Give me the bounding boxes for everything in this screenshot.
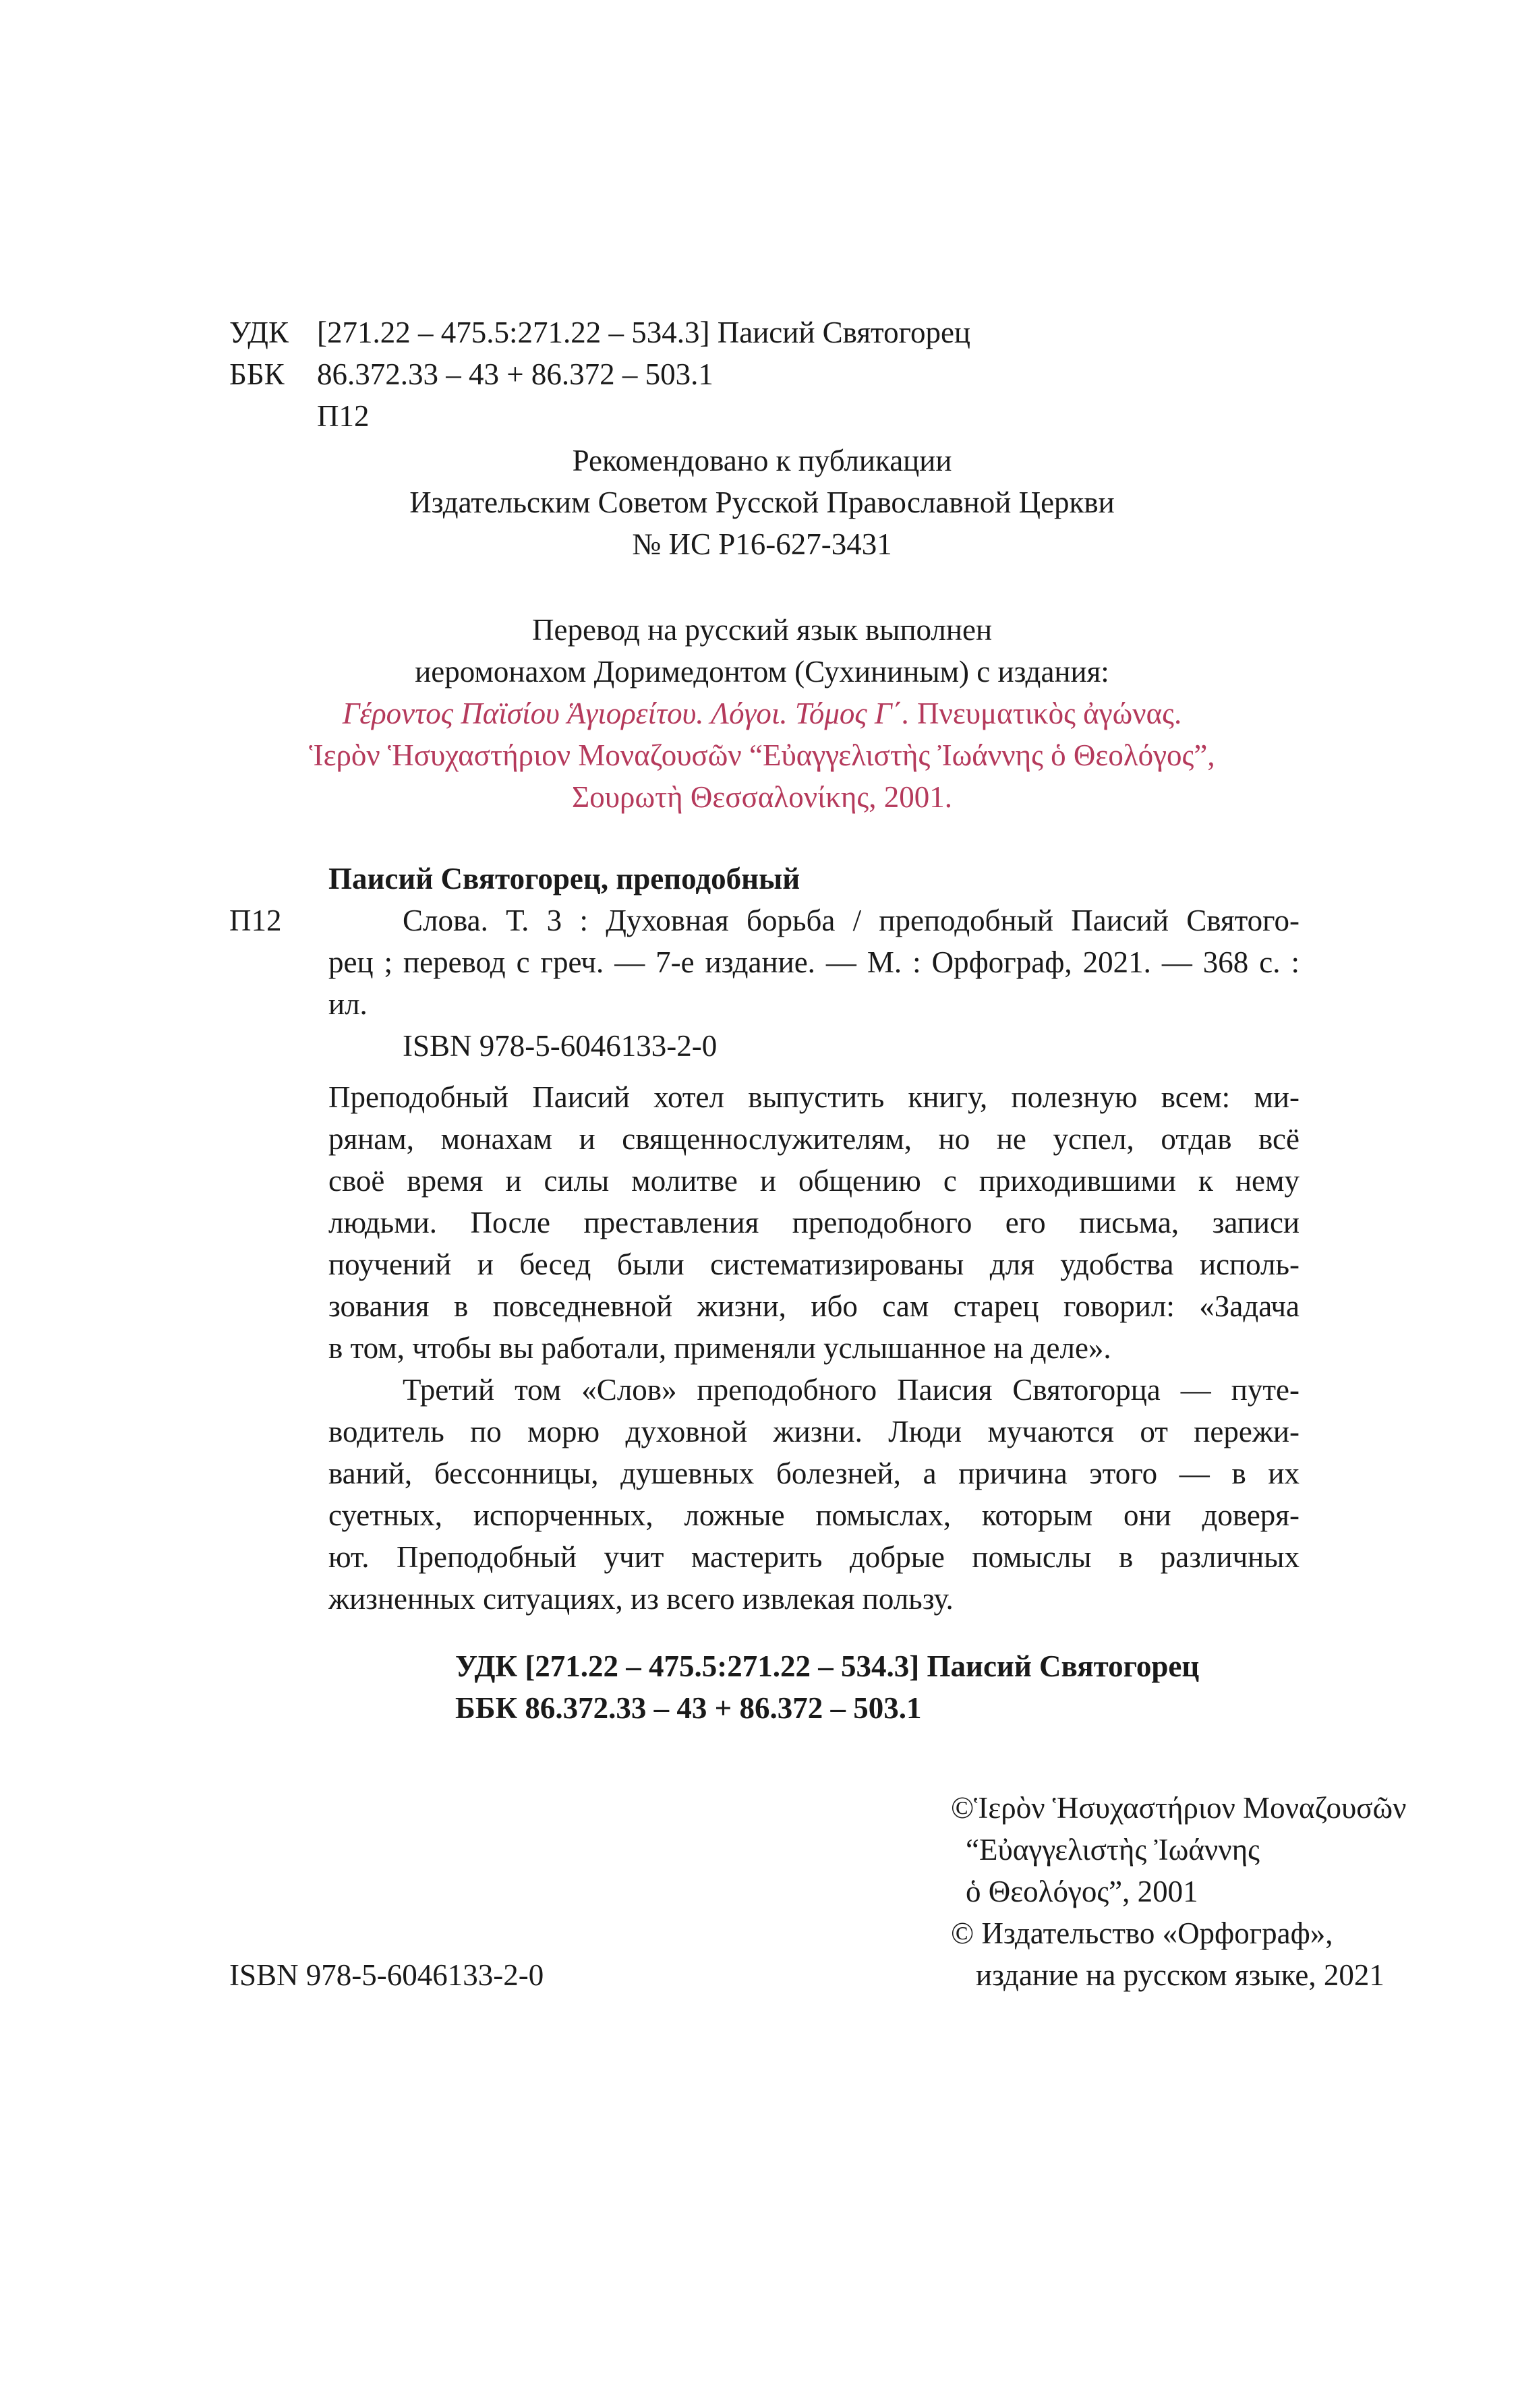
recommendation-line: Издательским Советом Русской Православной Церкви xyxy=(409,486,1115,519)
annotation-line: ют. Преподобный учит мастерить добрые помыслы в различных xyxy=(328,1540,1300,1574)
source-edition-title xyxy=(229,693,1295,734)
catalog-author-mark: П12 xyxy=(229,904,282,937)
udk-line xyxy=(229,312,970,353)
annotation-line: людьми. После преставления преподобного его письма, записи xyxy=(328,1206,1300,1239)
recommendation-line: Рекомендовано к публикации xyxy=(572,444,952,477)
copyright-line: ὁ Θεολόγος”, 2001 xyxy=(966,1875,1198,1908)
annotation-line: рянам, монахам и священнослужителям, но не успел, отдав всё xyxy=(328,1122,1300,1156)
annotation-paragraph-2 xyxy=(328,1369,1300,1620)
copyright-line: издание на русском языке, 2021 xyxy=(976,1958,1384,1992)
translation-block xyxy=(229,609,1295,818)
copyright-entry-publisher xyxy=(951,1912,1333,1954)
annotation-line: поучений и бесед были систематизированы для удобства исполь- xyxy=(328,1247,1300,1281)
annotation-line: жизненных ситуациях, из всего извлекая пользу. xyxy=(328,1582,954,1616)
recommendation-block xyxy=(229,440,1295,565)
bbk-value: 86.372.33 – 43 + 86.372 – 503.1 xyxy=(317,357,713,391)
catalog-isbn: ISBN 978-5-6046133-2-0 xyxy=(403,1029,718,1063)
translation-line: Перевод на русский язык выполнен xyxy=(531,613,993,647)
translation-line: иеромонахом Доримедонтом (Сухининым) с издания: xyxy=(415,655,1109,688)
catalog-heading: Паисий Святогорец, преподобный xyxy=(328,862,800,895)
annotation-line: водитель по морю духовной жизни. Люди мучаются от пережи- xyxy=(328,1415,1300,1448)
copyright-line: Ἱερὸν Ἡσυχαστήριον Μοναζουσῶν xyxy=(974,1791,1407,1825)
copyright-line: “Εὐαγγελιστὴς Ἰωάννης xyxy=(966,1833,1260,1867)
catalog-udk: УДК [271.22 – 475.5:271.22 – 534.3] Паисий Святогорец xyxy=(455,1649,1200,1683)
copyright-symbol: © xyxy=(951,1791,974,1825)
annotation-paragraph-1 xyxy=(328,1076,1300,1369)
recommendation-line: № ИС Р16-627-3431 xyxy=(632,527,892,561)
copyright-line: Издательство «Орфограф», xyxy=(981,1916,1333,1950)
annotation-line: ваний, бессонницы, душевных болезней, а причина этого — в их xyxy=(328,1457,1300,1490)
annotation-line: Третий том «Слов» преподобного Паисия Святогорца — путе- xyxy=(403,1373,1300,1407)
annotation-line: Преподобный Паисий хотел выпустить книгу, полезную всем: ми- xyxy=(328,1080,1300,1114)
catalog-bbk: ББК 86.372.33 – 43 + 86.372 – 503.1 xyxy=(455,1691,922,1725)
udk-label: УДК xyxy=(229,316,289,349)
copyright-symbol: © xyxy=(951,1916,974,1950)
annotation-line: своё время и силы молитве и общению с приходившими к нему xyxy=(328,1164,1300,1198)
description-line: ил. xyxy=(328,987,368,1021)
source-edition-place-year: Σουρωτὴ Θεσσαλονίκης, 2001. xyxy=(572,780,952,814)
bbk-label: ББК xyxy=(229,357,285,391)
catalog-description xyxy=(328,900,1300,1025)
source-edition-publisher: Ἱερὸν Ἡσυχαστήριον Μοναζουσῶν “Εὐαγγελιστὴς Ἰωάννης ὁ Θεολόγος”, xyxy=(309,738,1215,772)
annotation-line: в том, чтобы вы работали, применяли услышанное на деле». xyxy=(328,1331,1111,1365)
description-line: Слова. Т. 3 : Духовная борьба / преподобный Паисий Святого- xyxy=(403,904,1300,937)
bottom-isbn: ISBN 978-5-6046133-2-0 xyxy=(229,1958,544,1992)
udk-value: [271.22 – 475.5:271.22 – 534.3] Паисий Святогорец xyxy=(317,316,970,349)
copyright-entry-greek xyxy=(951,1787,1407,1829)
description-line: рец ; перевод с греч. — 7-е издание. — М. : Орфограф, 2021. — 368 с. : xyxy=(328,945,1300,979)
source-edition-title-regular: Πνευματικὸς ἀγώνας. xyxy=(909,697,1182,730)
author-mark-top: П12 xyxy=(317,399,370,433)
annotation-line: зования в повседневной жизни, ибо сам старец говорил: «Задача xyxy=(328,1289,1300,1323)
bbk-line xyxy=(229,353,713,395)
source-edition-title-italic: Γέροντος Παϊσίου Ἁγιορείτου. Λόγοι. Τόμος Γ΄. xyxy=(342,697,910,730)
annotation-line: суетных, испорченных, ложные помыслах, которым они доверя- xyxy=(328,1498,1300,1532)
